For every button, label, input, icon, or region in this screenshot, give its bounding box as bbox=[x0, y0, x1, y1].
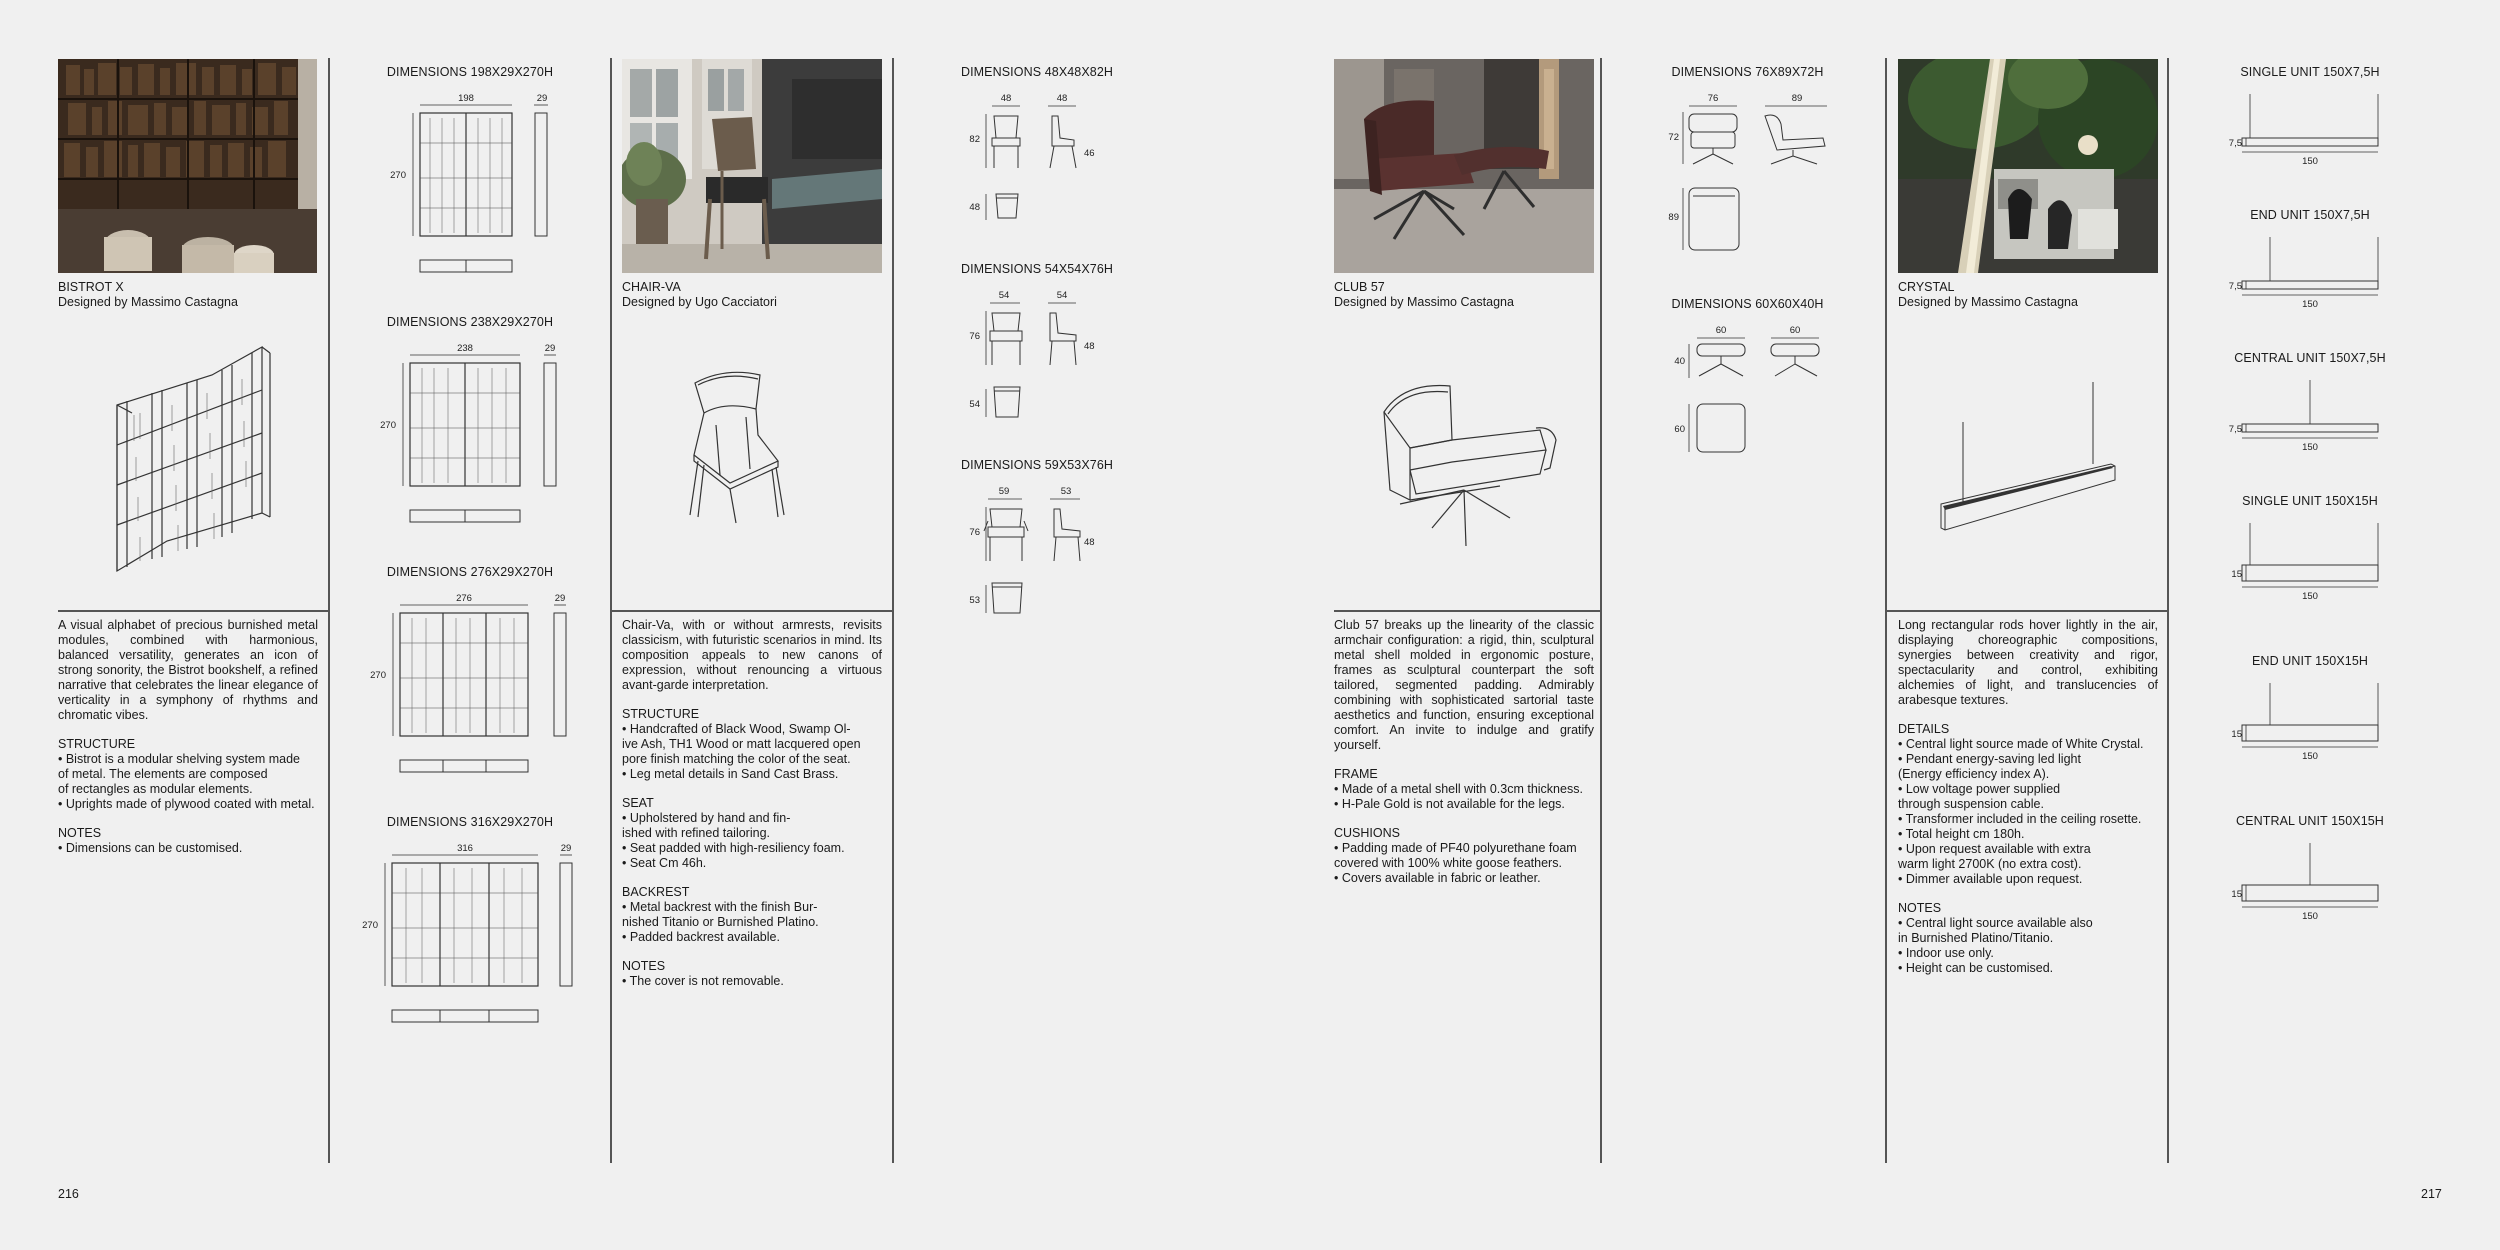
product-designer: Designed by Ugo Cacciatori bbox=[622, 295, 777, 309]
dimension-title: SINGLE UNIT 150X7,5H bbox=[2240, 65, 2380, 79]
club57-description-block bbox=[1334, 618, 1594, 886]
dimension-title: DIMENSIONS 276X29X270H bbox=[386, 565, 554, 579]
chairva-description-block bbox=[622, 618, 882, 989]
dim-side: 54 bbox=[1056, 290, 1068, 301]
dim-width: 150 bbox=[2302, 911, 2318, 922]
chairva-dimension-drawing bbox=[960, 88, 1120, 228]
dimension-title: CENTRAL UNIT 150X15H bbox=[2236, 814, 2384, 828]
section-line: • Dimmer available upon request. bbox=[1898, 872, 2083, 886]
bistrot-photo bbox=[58, 59, 317, 273]
section-title: NOTES bbox=[622, 959, 666, 973]
dimension-title: DIMENSIONS 198X29X270H bbox=[386, 65, 554, 79]
dim-depth: 29 bbox=[536, 93, 548, 104]
dim-width: 316 bbox=[457, 843, 473, 854]
bistrot-dimension-drawing bbox=[370, 338, 580, 538]
section-line: • Metal backrest with the finish Bur- bbox=[622, 900, 818, 914]
section-divider bbox=[1334, 610, 1600, 612]
crystal-dimension-drawing bbox=[2230, 90, 2390, 170]
dim-height: 7,5 bbox=[2228, 281, 2242, 292]
dimension-title: SINGLE UNIT 150X15H bbox=[2242, 494, 2378, 508]
chairva-name-block bbox=[622, 280, 777, 310]
crystal-name-block bbox=[1898, 280, 2078, 310]
dimension-title: DIMENSIONS 48X48X82H bbox=[960, 65, 1114, 79]
dim-height: 270 bbox=[370, 670, 386, 681]
crystal-lamp-illustration bbox=[1935, 380, 2125, 540]
section-title: DETAILS bbox=[1898, 722, 1950, 736]
section-line: nished Titanio or Burnished Platino. bbox=[622, 915, 819, 929]
dim-side: 89 bbox=[1791, 93, 1803, 104]
bistrot-description-block bbox=[58, 618, 318, 856]
section-line: • Uprights made of plywood coated with metal. bbox=[58, 797, 315, 811]
column-divider bbox=[2167, 58, 2169, 1163]
bistrot-dimension-drawing bbox=[380, 88, 580, 288]
section-line: • Total height cm 180h. bbox=[1898, 827, 2025, 841]
dim-front: 54 bbox=[998, 290, 1010, 301]
section-title: CUSHIONS bbox=[1334, 826, 1400, 840]
bistrot-bookshelf-illustration bbox=[112, 345, 272, 575]
dim-height: 270 bbox=[380, 420, 396, 431]
product-description: A visual alphabet of precious burnished metal modules, combined with harmonious, balanced versatility, generates an icon of strong sonority, the Bistrot bookshelf, a refined narrative that celebrates the linear elegance of verticality in a symphony of rhythms and chromatic vibes. bbox=[58, 618, 318, 722]
product-description: Chair-Va, with or without armrests, revisits classicism, with futuristic scenarios in mind. Its composition appeals to new canons of expression, without renouncing a virtuous avant-garde interpretation. bbox=[622, 618, 882, 692]
dim-width: 238 bbox=[457, 343, 473, 354]
chairva-photo bbox=[622, 59, 882, 273]
section-title: NOTES bbox=[1898, 901, 1942, 915]
dim-depth: 29 bbox=[544, 343, 556, 354]
club57-dimension-drawing bbox=[1665, 320, 1835, 460]
club57-armchair-illustration bbox=[1380, 370, 1560, 550]
section-divider bbox=[610, 610, 892, 612]
dimension-title: CENTRAL UNIT 150X7,5H bbox=[2234, 351, 2386, 365]
product-description: Long rectangular rods hover lightly in the air, displaying choreographic compositions, synergies between creativity and rigor, spectacularity and control, exhibiting alchemies of light, and translucencies of arabesque textures. bbox=[1898, 618, 2158, 707]
column-divider bbox=[328, 58, 330, 1163]
dim-height: 15 bbox=[2231, 569, 2242, 580]
bistrot-dimension-drawing bbox=[360, 588, 580, 788]
section-line: • Low voltage power supplied bbox=[1898, 782, 2061, 796]
dim-top: 54 bbox=[969, 399, 980, 410]
product-designer: Designed by Massimo Castagna bbox=[1334, 295, 1514, 309]
section-line: • Central light source made of White Crystal. bbox=[1898, 737, 2144, 751]
section-title: SEAT bbox=[622, 796, 654, 810]
dim-height: 7,5 bbox=[2228, 424, 2242, 435]
dim-width: 150 bbox=[2302, 156, 2318, 167]
crystal-dimension-drawing bbox=[2230, 679, 2390, 769]
section-title: STRUCTURE bbox=[58, 737, 136, 751]
dim-front: 48 bbox=[1000, 93, 1012, 104]
dimension-title: DIMENSIONS 76X89X72H bbox=[1671, 65, 1824, 79]
dimension-title: DIMENSIONS 238X29X270H bbox=[386, 315, 554, 329]
dimension-title: DIMENSIONS 60X60X40H bbox=[1671, 297, 1824, 311]
column-divider bbox=[1600, 58, 1602, 1163]
section-line: • Padded backrest available. bbox=[622, 930, 780, 944]
dim-width: 150 bbox=[2302, 591, 2318, 602]
section-title: FRAME bbox=[1334, 767, 1378, 781]
section-title: BACKREST bbox=[622, 885, 690, 899]
dim-seat: 48 bbox=[1084, 341, 1095, 352]
section-line: pore finish matching the color of the seat. bbox=[622, 752, 851, 766]
section-divider bbox=[58, 610, 328, 612]
section-line: ive Ash, TH1 Wood or matt lacquered open bbox=[622, 737, 861, 751]
dim-top: 53 bbox=[969, 595, 980, 606]
bistrot-dimension-drawing bbox=[352, 838, 582, 1038]
dim-side: 60 bbox=[1789, 325, 1801, 336]
chairva-dimension-drawing bbox=[960, 481, 1120, 621]
section-line: • Covers available in fabric or leather. bbox=[1334, 871, 1541, 885]
crystal-dimension-drawing bbox=[2230, 376, 2390, 456]
section-line: in Burnished Platino/Titanio. bbox=[1898, 931, 2054, 945]
club57-name-block bbox=[1334, 280, 1514, 310]
crystal-dimension-drawing bbox=[2230, 233, 2390, 313]
section-line: • Seat padded with high-resiliency foam. bbox=[622, 841, 845, 855]
section-line: • Height can be customised. bbox=[1898, 961, 2054, 975]
section-line: • Transformer included in the ceiling rosette. bbox=[1898, 812, 2142, 826]
section-title: STRUCTURE bbox=[622, 707, 700, 721]
crystal-photo bbox=[1898, 59, 2158, 273]
section-line: through suspension cable. bbox=[1898, 797, 2044, 811]
dim-front: 59 bbox=[998, 486, 1010, 497]
dim-top: 48 bbox=[969, 202, 980, 213]
dim-side: 48 bbox=[1056, 93, 1068, 104]
dim-depth: 29 bbox=[554, 593, 566, 604]
dim-front: 60 bbox=[1715, 325, 1727, 336]
dimension-title: DIMENSIONS 59X53X76H bbox=[960, 458, 1114, 472]
dim-height: 82 bbox=[969, 134, 980, 145]
product-designer: Designed by Massimo Castagna bbox=[1898, 295, 2078, 309]
section-line: • Upholstered by hand and fin- bbox=[622, 811, 791, 825]
crystal-dimension-drawing bbox=[2230, 839, 2390, 929]
dim-height: 15 bbox=[2231, 889, 2242, 900]
dim-width: 198 bbox=[458, 93, 474, 104]
dim-height: 76 bbox=[969, 331, 980, 342]
dim-height: 7,5 bbox=[2228, 138, 2242, 149]
section-line: • Central light source available also bbox=[1898, 916, 2093, 930]
dim-height: 270 bbox=[390, 170, 406, 181]
dim-top: 89 bbox=[1668, 212, 1679, 223]
dim-width: 150 bbox=[2302, 442, 2318, 453]
section-line: • Dimensions can be customised. bbox=[58, 841, 243, 855]
section-line: (Energy efficiency index A). bbox=[1898, 767, 2050, 781]
section-line: • Upon request available with extra bbox=[1898, 842, 2091, 856]
dimension-title: END UNIT 150X7,5H bbox=[2250, 208, 2370, 222]
dim-height: 72 bbox=[1668, 132, 1679, 143]
dim-top: 60 bbox=[1674, 424, 1685, 435]
product-description: Club 57 breaks up the linearity of the classic armchair configuration: a rigid, thin, sculptural metal shell molded in ergonomic posture, frames as sculptural counterpart the soft tailored, segmented padding. Admirably combining with sophisticated sartorial taste aesthetics and function, ensuring exceptional comfort. An invite to indulge and gratify yourself. bbox=[1334, 618, 1594, 752]
section-line: • Handcrafted of Black Wood, Swamp Ol- bbox=[622, 722, 851, 736]
crystal-description-block bbox=[1898, 618, 2158, 976]
dim-front: 76 bbox=[1707, 93, 1719, 104]
crystal-dimension-drawing bbox=[2230, 519, 2390, 609]
bistrot-name-block bbox=[58, 280, 238, 310]
chairva-dimension-drawing bbox=[960, 285, 1120, 425]
page-number-left: 216 bbox=[58, 1187, 79, 1201]
page-number-right: 217 bbox=[2421, 1187, 2442, 1201]
dimension-title: DIMENSIONS 54X54X76H bbox=[960, 262, 1114, 276]
product-name: CRYSTAL bbox=[1898, 280, 1955, 294]
column-divider bbox=[892, 58, 894, 1163]
dim-height: 15 bbox=[2231, 729, 2242, 740]
dimension-title: END UNIT 150X15H bbox=[2252, 654, 2368, 668]
dim-width: 150 bbox=[2302, 299, 2318, 310]
section-line: covered with 100% white goose feathers. bbox=[1334, 856, 1562, 870]
dim-depth: 29 bbox=[560, 843, 572, 854]
dim-seat: 48 bbox=[1084, 537, 1095, 548]
section-line: • Padding made of PF40 polyurethane foam bbox=[1334, 841, 1577, 855]
section-line: ished with refined tailoring. bbox=[622, 826, 770, 840]
product-name: CLUB 57 bbox=[1334, 280, 1385, 294]
section-line: • Leg metal details in Sand Cast Brass. bbox=[622, 767, 839, 781]
section-line: warm light 2700K (no extra cost). bbox=[1898, 857, 2082, 871]
dim-width: 276 bbox=[456, 593, 472, 604]
section-line: • Seat Cm 46h. bbox=[622, 856, 707, 870]
section-line: • Indoor use only. bbox=[1898, 946, 1994, 960]
section-title: NOTES bbox=[58, 826, 102, 840]
section-line: of rectangles as modular elements. bbox=[58, 782, 253, 796]
club57-photo bbox=[1334, 59, 1594, 273]
product-name: CHAIR-VA bbox=[622, 280, 681, 294]
section-divider bbox=[1885, 610, 2167, 612]
club57-dimension-drawing bbox=[1665, 88, 1835, 258]
section-line: of metal. The elements are composed bbox=[58, 767, 268, 781]
section-line: • The cover is not removable. bbox=[622, 974, 784, 988]
dim-width: 150 bbox=[2302, 751, 2318, 762]
dim-seat: 46 bbox=[1084, 148, 1095, 159]
dimension-title: DIMENSIONS 316X29X270H bbox=[386, 815, 554, 829]
dim-height: 76 bbox=[969, 527, 980, 538]
chairva-chair-illustration bbox=[680, 365, 830, 525]
dim-side: 53 bbox=[1060, 486, 1072, 497]
dim-height: 270 bbox=[362, 920, 378, 931]
section-line: • Bistrot is a modular shelving system made bbox=[58, 752, 300, 766]
dim-height: 40 bbox=[1674, 356, 1685, 367]
section-line: • H-Pale Gold is not available for the legs. bbox=[1334, 797, 1565, 811]
product-name: BISTROT X bbox=[58, 280, 124, 294]
product-designer: Designed by Massimo Castagna bbox=[58, 295, 238, 309]
section-line: • Pendant energy-saving led light bbox=[1898, 752, 2081, 766]
section-line: • Made of a metal shell with 0.3cm thickness. bbox=[1334, 782, 1583, 796]
